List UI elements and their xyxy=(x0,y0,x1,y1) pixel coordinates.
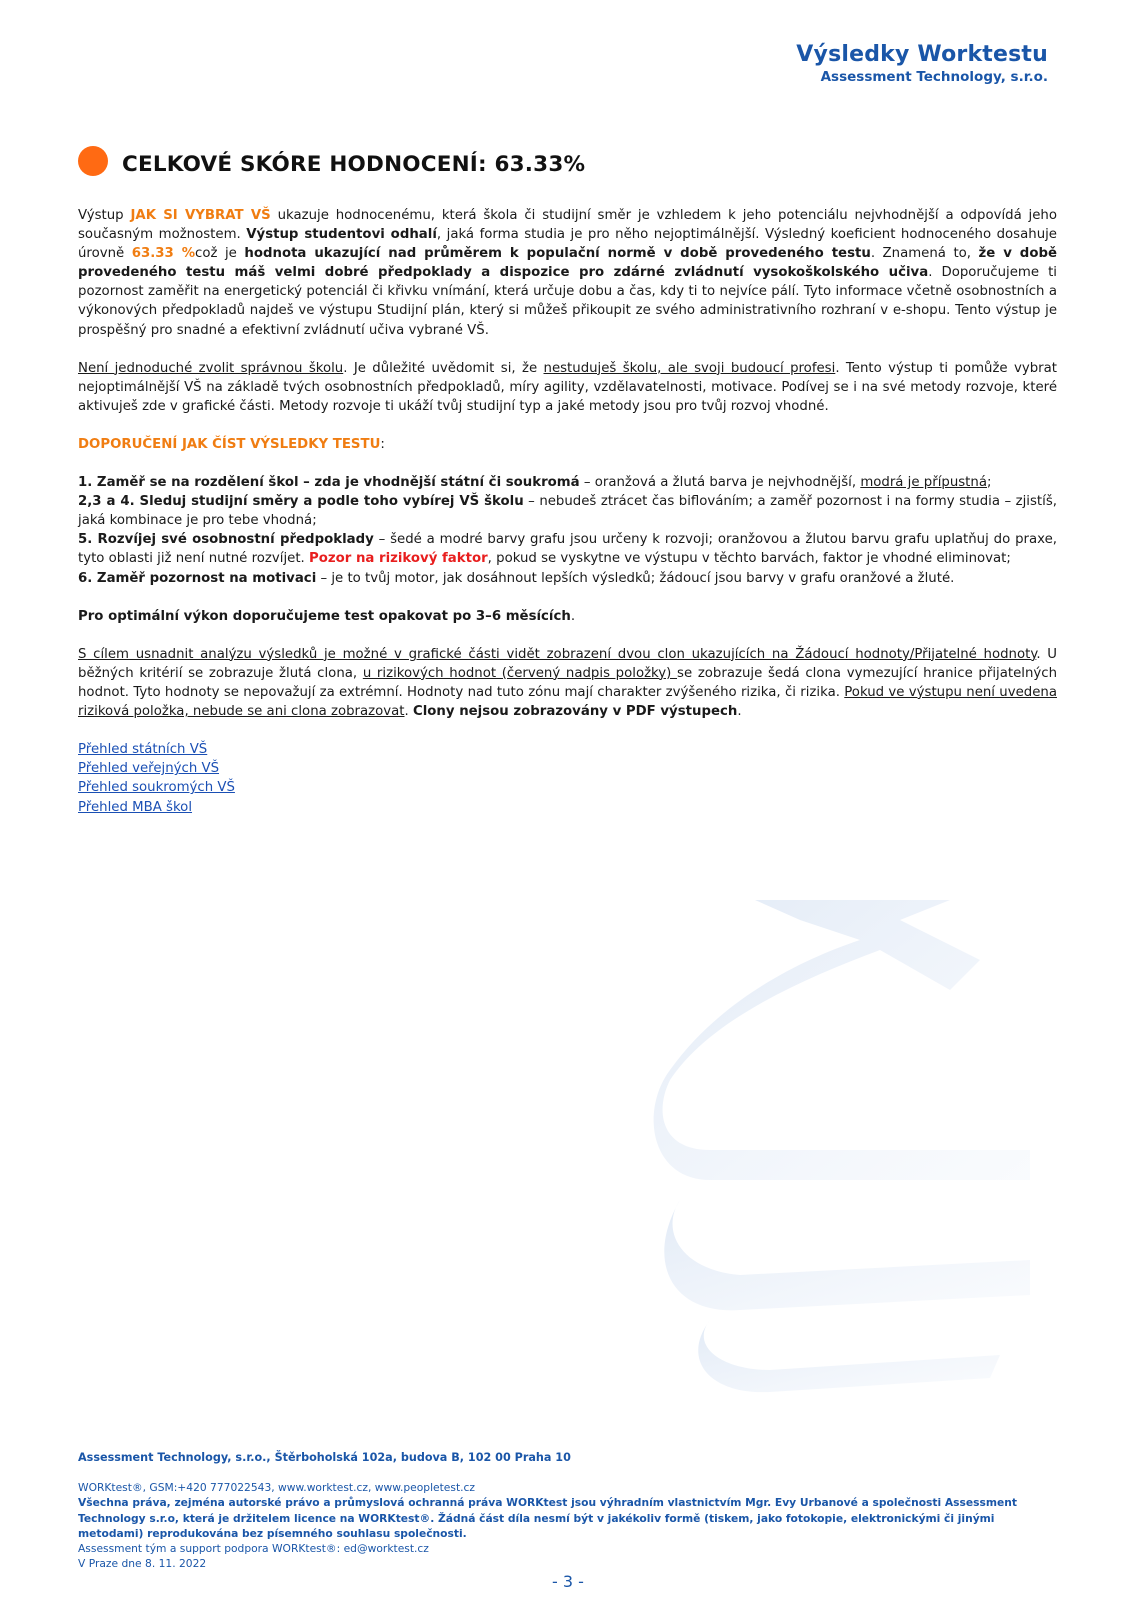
text: . Je důležité uvědomit si, že xyxy=(343,360,544,376)
text: – šedé a modré barvy grafu jsou určeny k rozvoji; oranžovou a žlutou barvu grafu uplatňuj do praxe, tyto oblasti již není nutné rozvíjet. xyxy=(78,532,1057,567)
screens-paragraph xyxy=(78,645,1057,721)
text-bold: Clony nejsou zobrazovány v PDF výstupech xyxy=(412,703,738,719)
company-name: Assessment Technology, s.r.o. xyxy=(820,69,1048,85)
text: ukazuje hodnocenému, která škola či studijní směr je vzhledem k jeho potenciálu nejvhodnější a odpovídá jeho současným možnostem. xyxy=(78,208,1057,243)
text: . U běžných kritérií se zobrazuje žlutá clona, xyxy=(78,646,1057,681)
footer-rights: Všechna práva, zejména autorské právo a průmyslová ochranná práva WORKtest jsou výhradním vlastnictvím Mgr. Evy Urbanové a společnosti Assessment Technology s.r.o, která je držitelem licence na WORKtest®. Žádná část díla nesmí být v jakékoliv formě (tiskem, jako fotokopie, elektronickými či jinými metodami) reprodukována bez písemného souhlasu společnosti. xyxy=(78,1496,1017,1540)
text-bold: Výstup studentovi odhalí xyxy=(246,227,437,243)
text-underlined: u rizikových hodnot (červený nadpis položky) xyxy=(362,665,678,681)
text-underlined: Pokud ve výstupu není uvedena riziková položka, nebude se ani clona zobrazovat xyxy=(78,684,1057,719)
text: se zobrazuje šedá clona vymezující hranice přijatelných hodnot. Tyto hodnoty se nepovažují za extrémní. Hodnoty nad tuto zónu mají charakter zvýšeného rizika, či rizika. xyxy=(78,665,1057,700)
footer-address: Assessment Technology, s.r.o., Štěrboholská 102a, budova B, 102 00 Praha 10 xyxy=(78,1451,571,1464)
worktest-logo-watermark-icon xyxy=(650,900,1070,1400)
text: . xyxy=(404,703,413,719)
intro-paragraph xyxy=(78,206,1057,340)
text-bold: 5. Rozvíjej své osobnostní předpoklady xyxy=(78,532,374,548)
text: , jaká forma studia je pro něho nejoptimálnější. Výsledný koeficient hodnoceného dosahuje úrovně xyxy=(78,227,1057,262)
school-links xyxy=(78,740,1057,817)
score-heading xyxy=(78,152,585,177)
score-status-dot-icon xyxy=(78,146,108,176)
text: – nebudeš ztrácet čas biflováním; a zaměř pozornost i na formy studia – zjistíš, jaká kombinace je pro tebe vhodná; xyxy=(78,494,1057,529)
list-item xyxy=(78,569,1057,588)
report-content xyxy=(78,206,1057,817)
report-header xyxy=(796,42,1048,85)
text-underlined: Není jednoduché zvolit správnou školu xyxy=(78,360,344,376)
link-state-universities[interactable]: Přehled státních VŠ xyxy=(78,742,208,758)
output-name: JAK SI VYBRAT VŠ xyxy=(130,208,271,223)
page-number: - 3 - xyxy=(552,1572,584,1591)
text-bold: 1. Zaměř se na rozdělení škol – zda je vhodnější státní či soukromá xyxy=(78,475,580,491)
footer-contact: WORKtest®, GSM:+420 777022543, www.worktest.cz, www.peopletest.cz xyxy=(78,1481,476,1495)
link-public-universities[interactable]: Přehled veřejných VŠ xyxy=(78,761,220,777)
text-bold: Pro optimální výkon doporučujeme test opakovat po 3–6 měsících xyxy=(78,608,571,624)
text: . Doporučujeme ti pozornost zaměřit na energetický potenciál či křivku vnímání, která určuje dobu a čas, kdy ti to nejvíce pálí. Tyto informace včetně osobnostních a výkonových předpokladů najdeš ve výstupu Studijní plán, který si můžeš přikoupit ze svého administrativního rozhraní v e-shopu. Tento výstup je prospěšný pro snadné a efektivní zvládnutí učiva vybrané VŠ. xyxy=(78,265,1057,338)
school-choice-paragraph xyxy=(78,359,1057,416)
text: , pokud se vyskytne ve výstupu v těchto barvách, faktor je vhodné eliminovat; xyxy=(487,551,1011,567)
text-underlined: modrá je přípustná xyxy=(860,475,987,491)
footer-date: V Praze dne 8. 11. 2022 xyxy=(78,1557,207,1571)
text-bold: 6. Zaměř pozornost na motivaci xyxy=(78,570,317,586)
text: – je to tvůj motor, jak dosáhnout lepších výsledků; žádoucí jsou barvy v grafu oranžové a žluté. xyxy=(316,570,955,586)
optimal-performance-note xyxy=(78,607,1057,626)
list-item xyxy=(78,473,1057,492)
score-value: 63.33 % xyxy=(131,246,196,262)
text: : xyxy=(380,436,385,452)
footer-support: Assessment tým a support podpora WORKtest®: ed@worktest.cz xyxy=(78,1542,429,1556)
text-bold: že v době provedeného testu máš velmi dobré předpoklady a dispozice pro zdárné zvládnutí vysokoškolského učiva xyxy=(78,246,1057,281)
link-mba-schools[interactable]: Přehled MBA škol xyxy=(78,799,193,815)
list-item xyxy=(78,492,1057,530)
text-bold: hodnota ukazující nad průměrem k populační normě v době provedeného testu xyxy=(244,246,871,262)
text: . xyxy=(737,703,742,719)
text: což je xyxy=(195,246,245,262)
recommend-heading xyxy=(78,435,1057,454)
page-footer xyxy=(78,1450,1058,1571)
text: – oranžová a žlutá barva je nejvhodnější, xyxy=(579,475,861,491)
report-title: Výsledky Worktestu xyxy=(796,42,1048,67)
text-underlined: nestuduješ školu, ale svoji budoucí profesi xyxy=(543,360,836,376)
text-bold: 2,3 a 4. Sleduj studijní směry a podle toho vybírej VŠ školu xyxy=(78,494,524,510)
link-private-universities[interactable]: Přehled soukromých VŠ xyxy=(78,780,235,796)
text: . Znamená to, xyxy=(870,246,979,262)
section-heading: DOPORUČENÍ JAK ČÍST VÝSLEDKY TESTU xyxy=(78,436,381,452)
risk-factor-text: Pozor na rizikový faktor xyxy=(309,551,488,567)
list-item xyxy=(78,530,1057,568)
text: Výstup xyxy=(78,208,131,223)
text: . xyxy=(570,608,576,624)
text: ; xyxy=(986,475,992,491)
score-title: CELKOVÉ SKÓRE HODNOCENÍ: 63.33% xyxy=(122,152,586,177)
text-underlined: S cílem usnadnit analýzu výsledků je možné v grafické části vidět zobrazení dvou clon ukazujících na Žádoucí hodnoty/Přijatelné hodnoty xyxy=(78,646,1037,662)
text: . Tento výstup ti pomůže vybrat nejoptimálnější VŠ na základě tvých osobnostních předpokladů, míry agility, vzdělavatelnosti, motivace. Podívej se i na své metody rozvoje, které aktivuješ zde v grafické části. Metody rozvoje ti ukáží tvůj studijní typ a jaké metody jsou pro tvůj rozvoj vhodné. xyxy=(78,360,1057,414)
